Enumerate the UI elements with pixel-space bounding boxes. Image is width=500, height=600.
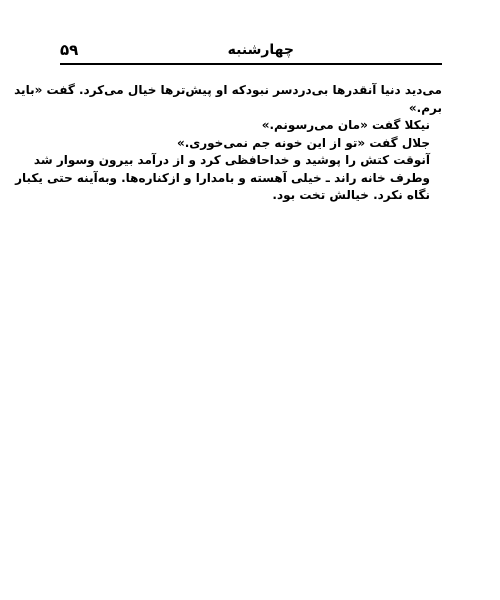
- text-line: برم.»: [408, 100, 442, 115]
- paragraph-4: [15, 152, 442, 205]
- paragraph-1: [14, 82, 442, 117]
- text-line: نیکلا گفت «مان می‌رسونم.»: [261, 118, 430, 132]
- body-text: [14, 82, 442, 205]
- paragraph-3: [60, 135, 442, 153]
- page-number: ۵۹: [60, 41, 79, 59]
- running-header: [60, 40, 442, 62]
- header-rule: [60, 63, 442, 65]
- chapter-title: چهارشنبه: [227, 42, 294, 58]
- text-line: وطرف خانه راند ـ خیلی آهسته و بامدارا و ازکناره‌ها. وبه‌آینه حتی یکبار: [15, 170, 430, 185]
- text-line: نگاه نکرد. خیالش تخت بود.: [272, 188, 430, 202]
- text-line: جلال گفت «تو از این خونه جم نمی‌خوری.»: [176, 135, 430, 150]
- paragraph-2: [60, 117, 442, 135]
- text-line: آنوقت کتش را پوشید و خداحافظی کرد و از درآمد بیرون وسوار شد: [33, 153, 430, 167]
- text-line: می‌دید دنیا آنقدرها بی‌دردسر نبودکه او پیش‌ترها خیال می‌کرد. گفت «باید: [14, 83, 442, 97]
